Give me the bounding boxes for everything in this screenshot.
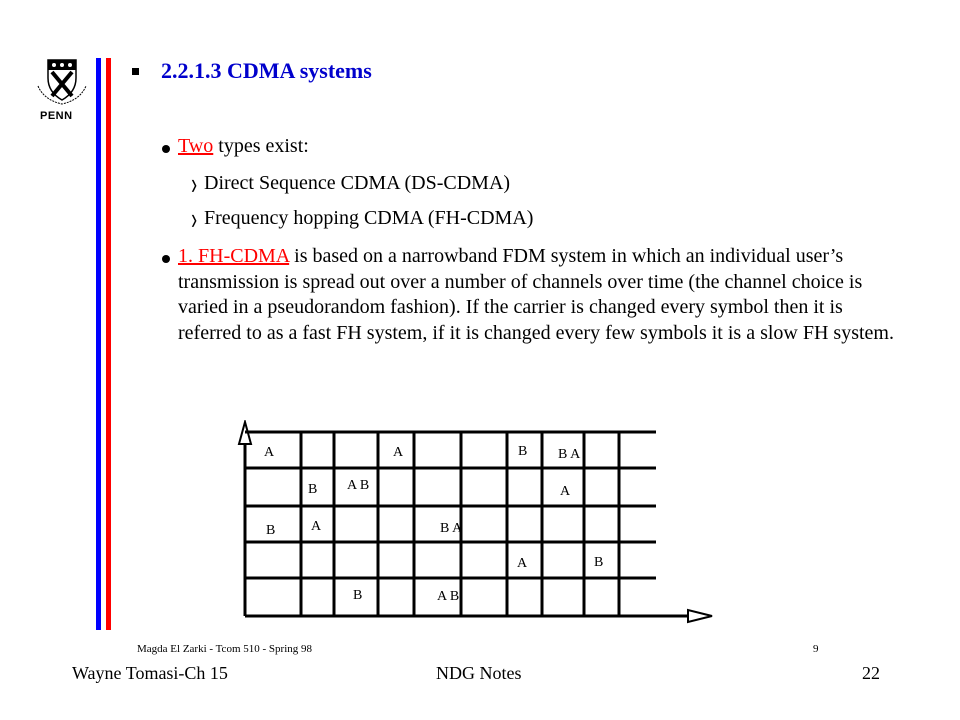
bullet-dot bbox=[162, 255, 170, 263]
bullet-dot bbox=[162, 145, 170, 153]
footer-page-number: 22 bbox=[862, 663, 880, 683]
x-axis-arrow bbox=[688, 610, 712, 622]
types-rest: types exist: bbox=[213, 135, 309, 157]
source-page-number: 9 bbox=[813, 643, 819, 655]
slide-title: 2.2.1.3 CDMA systems bbox=[161, 58, 372, 83]
footer-center-text: NDG Notes bbox=[436, 663, 522, 683]
types-highlight: Two bbox=[178, 135, 214, 157]
source-credit: Magda El Zarki - Tcom 510 - Spring 98 bbox=[137, 643, 312, 655]
cell-label: B bbox=[308, 482, 318, 497]
cell-label: A bbox=[393, 445, 404, 460]
cell-label: B A bbox=[558, 447, 581, 462]
sub-bullet-icon: ❭ bbox=[189, 213, 200, 227]
cell-label: B bbox=[353, 588, 363, 603]
cell-label: A bbox=[311, 519, 322, 534]
fh-pattern-diagram bbox=[236, 420, 716, 630]
cell-label: A bbox=[264, 445, 275, 460]
type-item-ds: Direct Sequence CDMA (DS-CDMA) bbox=[204, 172, 511, 194]
left-stripe-red bbox=[106, 58, 111, 630]
fh-text: is based on a narrowband FDM system in which an individual user’s transmission is spread out over a number of channels over time (the channel choice is varied in a pseudorandom fashion). If the carrier is changed every symbol then it is referred to as a fast FH system, if it is changed every few symbols it is a slow FH system. bbox=[178, 245, 894, 344]
cell-label: B bbox=[518, 444, 528, 459]
title-bullet bbox=[132, 68, 139, 75]
cell-label: B bbox=[594, 555, 604, 570]
cell-label: B bbox=[266, 523, 276, 538]
cell-label: A B bbox=[347, 478, 370, 493]
footer-author: Wayne Tomasi-Ch 15 bbox=[72, 663, 228, 683]
penn-shield-logo bbox=[34, 56, 90, 108]
cell-label: A bbox=[517, 556, 528, 571]
penn-logo-text: PENN bbox=[40, 110, 73, 122]
fh-paragraph bbox=[178, 244, 908, 346]
fh-highlight: 1. FH-CDMA bbox=[178, 245, 290, 267]
cell-label: A bbox=[560, 484, 571, 499]
sub-bullet-icon: ❭ bbox=[189, 178, 200, 192]
types-line bbox=[178, 134, 309, 159]
cell-label: B A bbox=[440, 521, 463, 536]
cell-label: A B bbox=[437, 589, 460, 604]
type-item-fh: Frequency hopping CDMA (FH-CDMA) bbox=[204, 207, 534, 229]
